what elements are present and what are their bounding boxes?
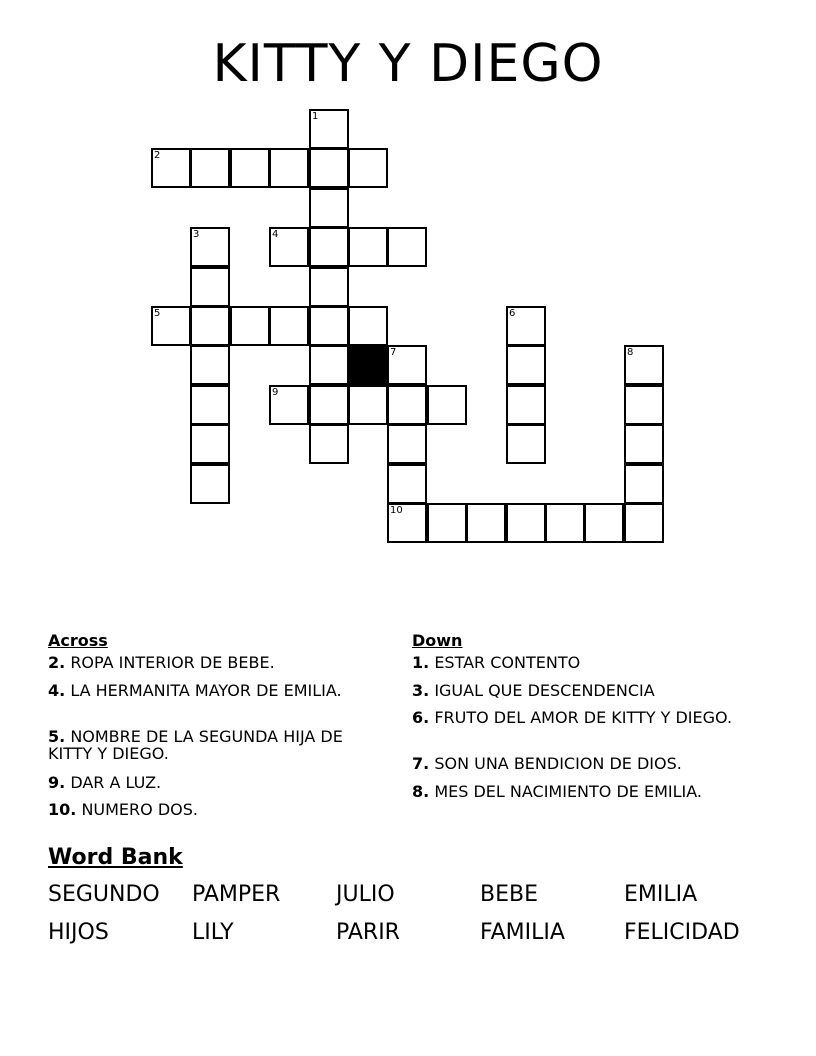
- crossword-cell[interactable]: [269, 148, 309, 188]
- clue-down-3: 3. IGUAL QUE DESCENDENCIA: [412, 681, 655, 700]
- crossword-cell[interactable]: [506, 503, 546, 543]
- clue-number: 10: [390, 505, 403, 516]
- clue-across-9: 9. DAR A LUZ.: [48, 773, 162, 792]
- crossword-cell[interactable]: [309, 385, 349, 425]
- crossword-cell[interactable]: [269, 306, 309, 346]
- clue-across-2: 2. ROPA INTERIOR DE BEBE.: [48, 653, 275, 672]
- word-bank-item: PARIR: [336, 920, 400, 945]
- crossword-cell[interactable]: [151, 148, 191, 188]
- crossword-cell[interactable]: [309, 227, 349, 267]
- crossword-cell[interactable]: [427, 503, 467, 543]
- clue-down-1: 1. ESTAR CONTENTO: [412, 653, 581, 672]
- clue-number: 5: [154, 308, 161, 319]
- crossword-cell[interactable]: [427, 385, 467, 425]
- crossword-cell[interactable]: [348, 148, 388, 188]
- clue-number: 3: [193, 229, 200, 240]
- crossword-cell[interactable]: [309, 109, 349, 149]
- crossword-cell[interactable]: [309, 306, 349, 346]
- crossword-cell[interactable]: [190, 385, 230, 425]
- word-bank-item: FAMILIA: [480, 920, 565, 945]
- crossword-cell[interactable]: [309, 148, 349, 188]
- crossword-cell[interactable]: [190, 424, 230, 464]
- crossword-cell[interactable]: [584, 503, 624, 543]
- crossword-cell[interactable]: [387, 227, 427, 267]
- clue-across-4: 4. LA HERMANITA MAYOR DE EMILIA.: [48, 681, 342, 700]
- word-bank-item: PAMPER: [192, 882, 281, 907]
- page-title: KITTY Y DIEGO: [212, 34, 604, 94]
- word-bank-item: BEBE: [480, 882, 538, 907]
- clue-number: 9: [272, 387, 279, 398]
- crossword-cell[interactable]: [387, 424, 427, 464]
- crossword-cell[interactable]: [624, 385, 664, 425]
- word-bank-heading: Word Bank: [48, 845, 183, 870]
- crossword-cell[interactable]: [348, 306, 388, 346]
- crossword-cell[interactable]: [190, 464, 230, 504]
- crossword-cell[interactable]: [348, 385, 388, 425]
- clue-number: 2: [154, 150, 161, 161]
- clue-across-5: 5. NOMBRE DE LA SEGUNDA HIJA DE KITTY Y DIEGO.: [48, 727, 343, 763]
- crossword-cell[interactable]: [309, 267, 349, 307]
- crossword-cell[interactable]: [387, 345, 427, 385]
- crossword-cell[interactable]: [387, 464, 427, 504]
- clue-number: 7: [390, 347, 397, 358]
- crossword-cell[interactable]: [190, 227, 230, 267]
- clue-down-7: 7. SON UNA BENDICION DE DIOS.: [412, 754, 682, 773]
- crossword-cell[interactable]: [230, 148, 270, 188]
- crossword-cell[interactable]: [190, 148, 230, 188]
- across-heading: Across: [48, 631, 108, 650]
- crossword-cell[interactable]: [466, 503, 506, 543]
- crossword-cell[interactable]: [190, 345, 230, 385]
- crossword-cell[interactable]: [230, 306, 270, 346]
- black-square: [348, 345, 388, 385]
- down-heading: Down: [412, 631, 463, 650]
- clue-number: 4: [272, 229, 279, 240]
- word-bank-item: LILY: [192, 920, 234, 945]
- clue-number: 1: [312, 111, 319, 122]
- crossword-cell[interactable]: [309, 188, 349, 228]
- clue-number: 6: [509, 308, 516, 319]
- clue-down-6: 6. FRUTO DEL AMOR DE KITTY Y DIEGO.: [412, 708, 733, 727]
- crossword-cell[interactable]: [506, 306, 546, 346]
- word-bank-item: JULIO: [336, 882, 395, 907]
- crossword-cell[interactable]: [190, 267, 230, 307]
- crossword-cell[interactable]: [506, 345, 546, 385]
- crossword-cell[interactable]: [151, 306, 191, 346]
- crossword-cell[interactable]: [269, 227, 309, 267]
- crossword-cell[interactable]: [309, 424, 349, 464]
- clue-down-8: 8. MES DEL NACIMIENTO DE EMILIA.: [412, 782, 703, 801]
- clue-number: 8: [627, 347, 634, 358]
- crossword-cell[interactable]: [309, 345, 349, 385]
- word-bank-item: EMILIA: [624, 882, 698, 907]
- word-bank-item: SEGUNDO: [48, 882, 160, 907]
- crossword-cell[interactable]: [190, 306, 230, 346]
- word-bank-item: FELICIDAD: [624, 920, 740, 945]
- crossword-cell[interactable]: [506, 385, 546, 425]
- crossword-cell[interactable]: [624, 503, 664, 543]
- crossword-cell[interactable]: [387, 385, 427, 425]
- clue-across-10: 10. NUMERO DOS.: [48, 800, 198, 819]
- crossword-cell[interactable]: [624, 424, 664, 464]
- crossword-cell[interactable]: [269, 385, 309, 425]
- crossword-cell[interactable]: [624, 464, 664, 504]
- crossword-cell[interactable]: [348, 227, 388, 267]
- crossword-cell[interactable]: [387, 503, 427, 543]
- crossword-cell[interactable]: [624, 345, 664, 385]
- crossword-cell[interactable]: [545, 503, 585, 543]
- word-bank-item: HIJOS: [48, 920, 109, 945]
- crossword-cell[interactable]: [506, 424, 546, 464]
